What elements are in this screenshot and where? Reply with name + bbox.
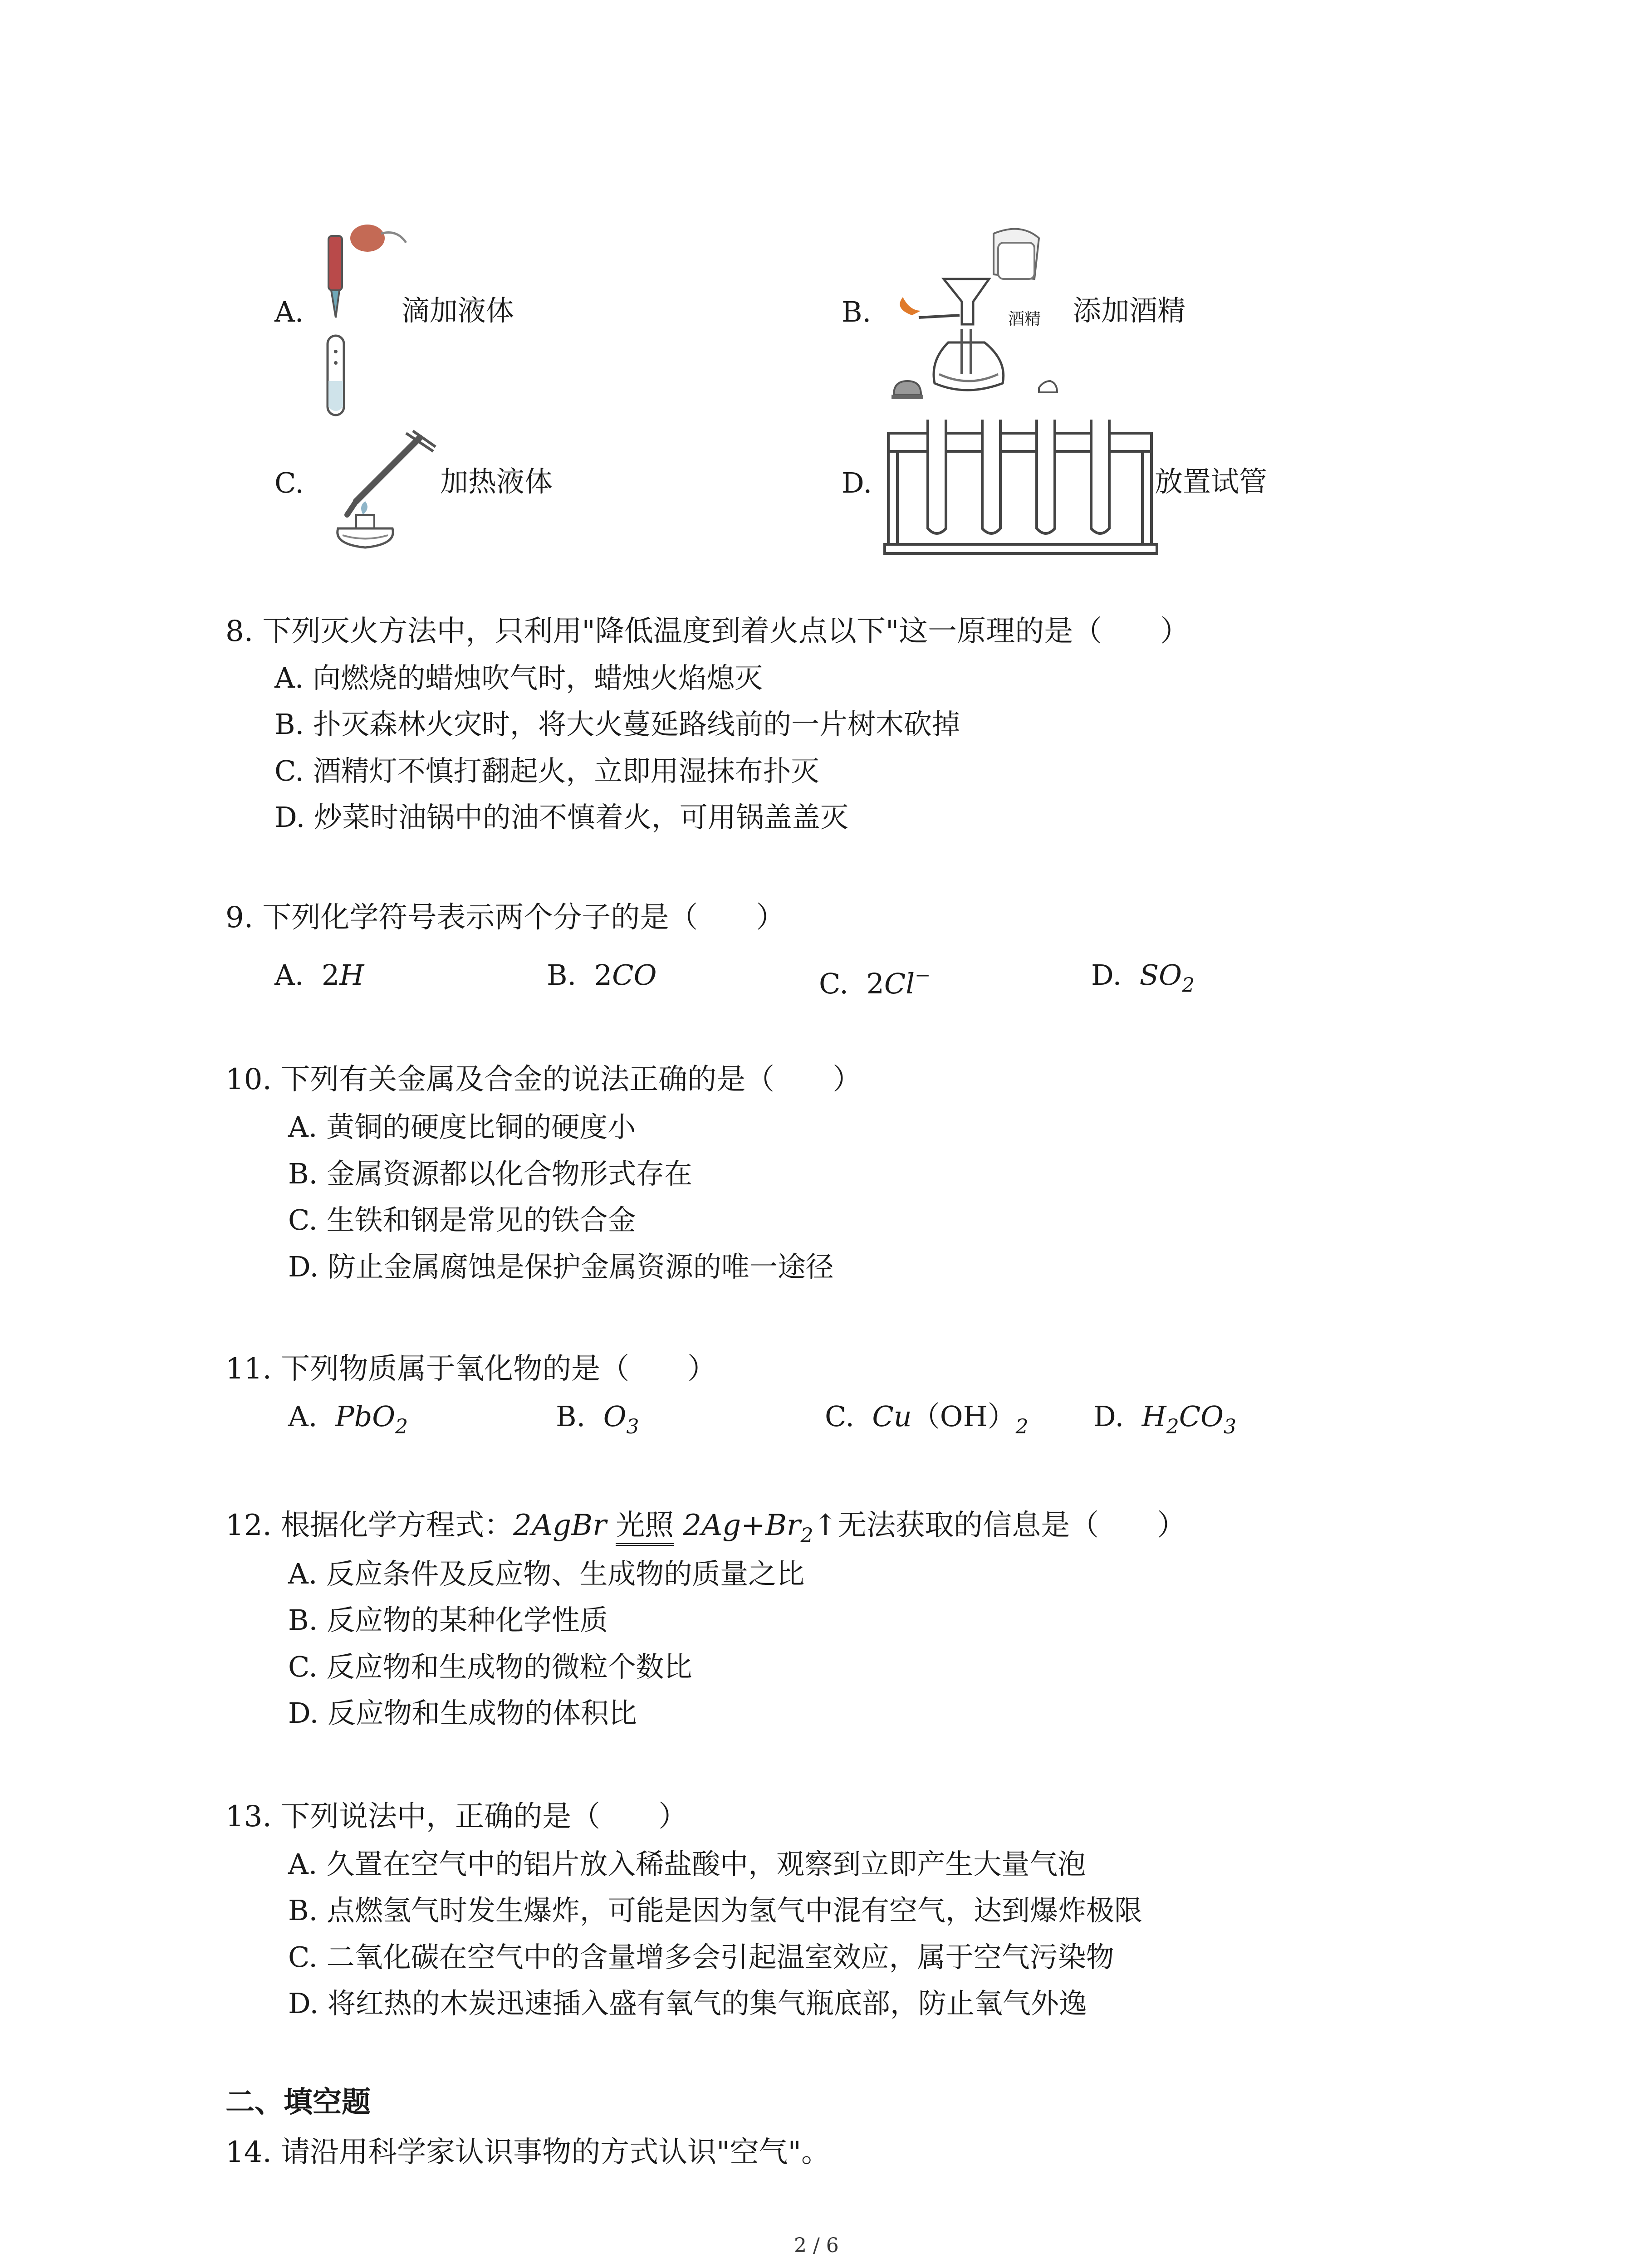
q10-option-a: A. 黄铜的硬度比铜的硬度小 [288, 1110, 636, 1144]
q11-option-d: D. $H_2CO_3$ [1093, 1400, 1236, 1438]
dropper-test-tube-icon [318, 220, 408, 420]
q9-option-c: C. 2Cl− [819, 964, 931, 1000]
q8-option-b: B. 扑灭森林火灾时，将大火蔓延路线前的一片树木砍掉 [274, 708, 960, 741]
q7-option-c-label: 加热液体 [440, 465, 553, 498]
q13-option-a: A. 久置在空气中的铝片放入稀盐酸中，观察到立即产生大量气泡 [288, 1848, 1086, 1881]
q11-stem: 11. 下列物质属于氧化物的是（ ） [225, 1352, 717, 1386]
q12-option-a: A. 反应条件及反应物、生成物的质量之比 [288, 1557, 805, 1590]
q9-option-a: A. 2H [274, 958, 364, 992]
test-tube-rack-icon [885, 415, 1157, 556]
q7-option-b-letter: B. [842, 295, 872, 328]
q13-option-d: D. 将红热的木炭迅速插入盛有氧气的集气瓶底部，防止氧气外逸 [288, 1987, 1087, 2020]
alcohol-lamp-funnel-icon [885, 225, 1080, 411]
heating-test-tube-icon [320, 424, 447, 551]
q13-option-b: B. 点燃氢气时发生爆炸，可能是因为氢气中混有空气，达到爆炸极限 [288, 1894, 1142, 1927]
q7-option-b-image-text: 酒精 [1008, 310, 1041, 328]
q7-option-d-letter: D. [842, 466, 872, 499]
q12-option-d: D. 反应物和生成物的体积比 [288, 1696, 637, 1730]
q9-option-d: D. $SO_2$ [1091, 958, 1195, 997]
q7-option-a-letter: A. [274, 295, 304, 328]
q12-option-b: B. 反应物的某种化学性质 [288, 1603, 608, 1637]
q11-option-a: A. PbO$_2$ [288, 1400, 408, 1438]
q10-stem: 10. 下列有关金属及合金的说法正确的是（ ） [225, 1063, 862, 1096]
q11-option-b: B. $O_3$ [556, 1400, 639, 1438]
q8-option-a: A. 向燃烧的蜡烛吹气时，蜡烛火焰熄灭 [274, 661, 763, 694]
q11-option-c: C. $Cu(OH)_2$ [825, 1400, 1029, 1438]
q9-stem: 9. 下列化学符号表示两个分子的是（ ） [225, 901, 785, 934]
q10-option-c: C. 生铁和钢是常见的铁合金 [288, 1203, 636, 1237]
q10-option-b: B. 金属资源都以化合物形式存在 [288, 1157, 692, 1190]
q7-option-a-label: 滴加液体 [402, 294, 514, 327]
reaction-condition: 光照 [616, 1509, 674, 1546]
section-heading: 二、填空题 [225, 2086, 371, 2119]
q8-stem: 8. 下列灭火方法中，只利用"降低温度到着火点以下"这一原理的是（ ） [225, 615, 1190, 648]
q8-option-d: D. 炒菜时油锅中的油不慎着火，可用锅盖盖灭 [274, 801, 848, 834]
q7-option-b-label: 添加酒精 [1073, 294, 1186, 327]
q10-option-d: D. 防止金属腐蚀是保护金属资源的唯一途径 [288, 1250, 834, 1283]
q13-stem: 13. 下列说法中，正确的是（ ） [225, 1800, 688, 1833]
q14-stem: 14. 请沿用科学家认识事物的方式认识"空气"。 [225, 2136, 830, 2169]
q12-stem: 12. 根据化学方程式：2AgBr 光照 $2Ag+Br_2↑$无法获取的信息是（ ） [225, 1509, 1186, 1547]
q13-option-c: C. 二氧化碳在空气中的含量增多会引起温室效应，属于空气污染物 [288, 1941, 1114, 1974]
q12-option-c: C. 反应物和生成物的微粒个数比 [288, 1650, 692, 1683]
page-number: 2 / 6 [794, 2234, 839, 2257]
q8-option-c: C. 酒精灯不慎打翻起火，立即用湿抹布扑灭 [274, 754, 819, 787]
q7-option-c-letter: C. [274, 466, 304, 499]
q9-option-b: B. 2CO [547, 958, 657, 992]
q7-option-d-label: 放置试管 [1155, 465, 1268, 498]
